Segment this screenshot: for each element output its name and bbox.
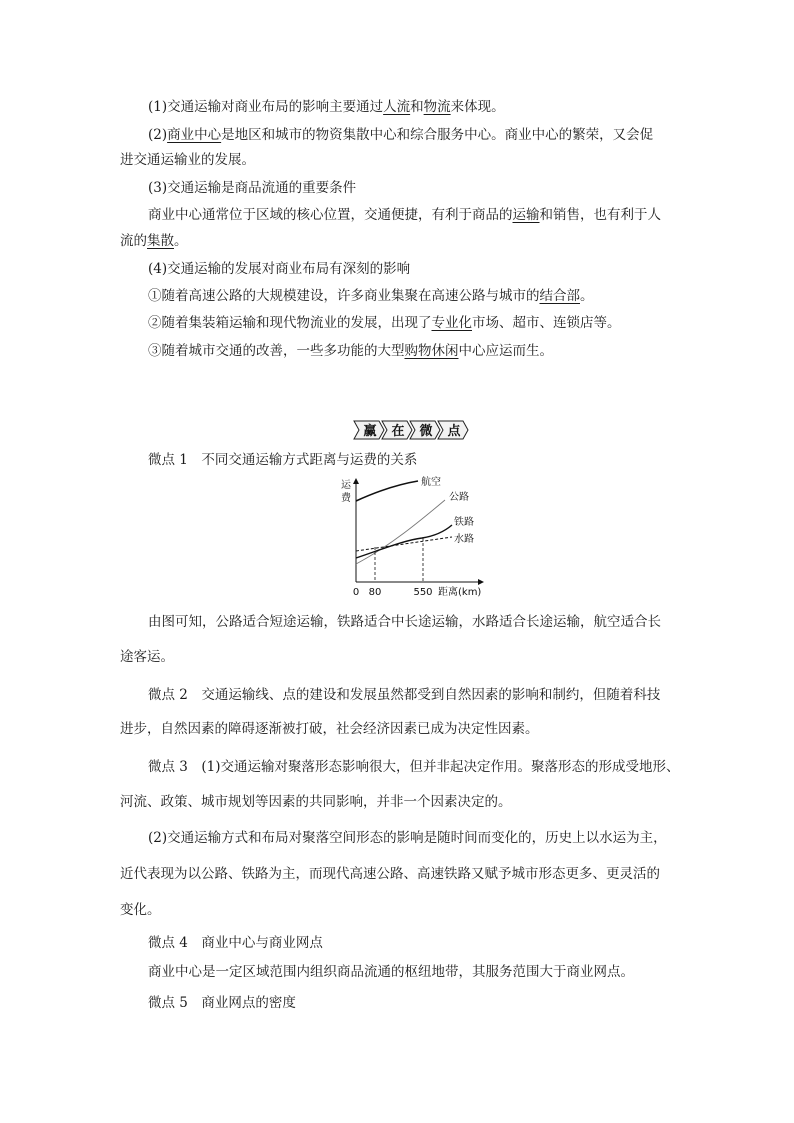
- underlined-term: 商业中心: [167, 127, 222, 143]
- banner-char: 点: [447, 424, 461, 439]
- point-3-text-2: 河流、政策、城市规划等因素的共同影响，并非一个因素决定的。: [120, 794, 512, 810]
- underlined-term: 集散: [147, 233, 174, 249]
- section-banner: [352, 419, 470, 441]
- x-tick-label: 0: [352, 587, 360, 598]
- series-label-rail: 铁路: [454, 517, 474, 528]
- series-line-water: [356, 537, 452, 551]
- series-line-aviation: [356, 481, 418, 501]
- line-3: 进交通运输业的发展。: [120, 152, 255, 168]
- banner-char: 微: [419, 424, 433, 439]
- x-tick-label: 80: [368, 587, 382, 598]
- underlined-term: 运输: [512, 207, 540, 223]
- underlined-term: 人流: [383, 99, 411, 115]
- series-line-rail: [356, 525, 452, 558]
- line-10: ③随着城市交通的改善，一些多功能的大型购物休闲中心应运而生。: [148, 343, 553, 359]
- series-label-road: 公路: [449, 492, 469, 503]
- line-2: (2)商业中心是地区和城市的物资集散中心和综合服务中心。商业中心的繁荣，又会促: [148, 127, 654, 143]
- underlined-term: 物流: [423, 99, 451, 115]
- point-1-text-2: 途客运。: [120, 649, 174, 665]
- point-1-text-1: 由图可知，公路适合短途运输，铁路适合中长途运输，水路适合长途运输，航空适合长: [148, 614, 661, 630]
- point-3-text-5: 变化。: [120, 902, 161, 918]
- line-5: 商业中心通常位于区域的核心位置，交通便捷，有利于商品的运输和销售，也有利于人: [148, 207, 661, 223]
- series-line-road: [356, 500, 445, 564]
- line-1: (1)交通运输对商业布局的影响主要通过人流和物流来体现。: [148, 99, 505, 115]
- point-3-text-3: (2)交通运输方式和布局对聚落空间形态的影响是随时间而变化的，历史上以水运为主，: [148, 830, 667, 846]
- line-9: ②随着集装箱运输和现代物流业的发展，出现了专业化市场、超市、连锁店等。: [148, 315, 621, 331]
- line-6: 流的集散。: [120, 233, 188, 249]
- point-3-text-1: 微点 3 (1)交通运输对聚落形态影响很大，但并非起决定作用。聚落形态的形成受地形、: [148, 759, 680, 775]
- banner-char: 赢: [363, 424, 377, 439]
- line-8: ①随着高速公路的大规模建设，许多商业集聚在高速公路与城市的结合部。: [148, 288, 594, 304]
- point-2-text-1: 微点 2 交通运输线、点的建设和发展虽然都受到自然因素的影响和制约，但随着科技: [148, 687, 661, 703]
- line-7: (4)交通运输的发展对商业布局有深刻的影响: [148, 261, 411, 277]
- x-axis-label: 距离(km): [438, 587, 482, 598]
- underlined-term: 购物休闲: [404, 343, 459, 359]
- point-2-text-2: 进步，自然因素的障碍逐渐被打破，社会经济因素已成为决定性因素。: [120, 721, 539, 737]
- y-label-char: 运: [341, 480, 351, 491]
- distance-cost-chart: [330, 476, 490, 601]
- x-axis-arrow: [478, 579, 484, 585]
- y-label-char: 费: [341, 493, 351, 504]
- point-4-title: 微点 4 商业中心与商业网点: [148, 935, 323, 951]
- underlined-term: 结合部: [539, 288, 580, 304]
- underlined-term: 专业化: [431, 315, 472, 331]
- point-5-title: 微点 5 商业网点的密度: [148, 995, 296, 1011]
- x-tick-label: 550: [413, 587, 433, 598]
- point-3-text-4: 近代表现为以公路、铁路为主，而现代高速公路、高速铁路又赋予城市形态更多、更灵活的: [120, 866, 660, 882]
- series-label-water: 水路: [454, 534, 474, 545]
- banner-char: 在: [391, 424, 405, 439]
- series-label-aviation: 航空: [421, 477, 441, 488]
- y-axis-arrow: [353, 478, 359, 484]
- line-4: (3)交通运输是商品流通的重要条件: [148, 180, 357, 196]
- point-4-text: 商业中心是一定区域范围内组织商品流通的枢纽地带，其服务范围大于商业网点。: [148, 964, 634, 980]
- point-1-title: 微点 1 不同交通运输方式距离与运费的关系: [148, 452, 418, 468]
